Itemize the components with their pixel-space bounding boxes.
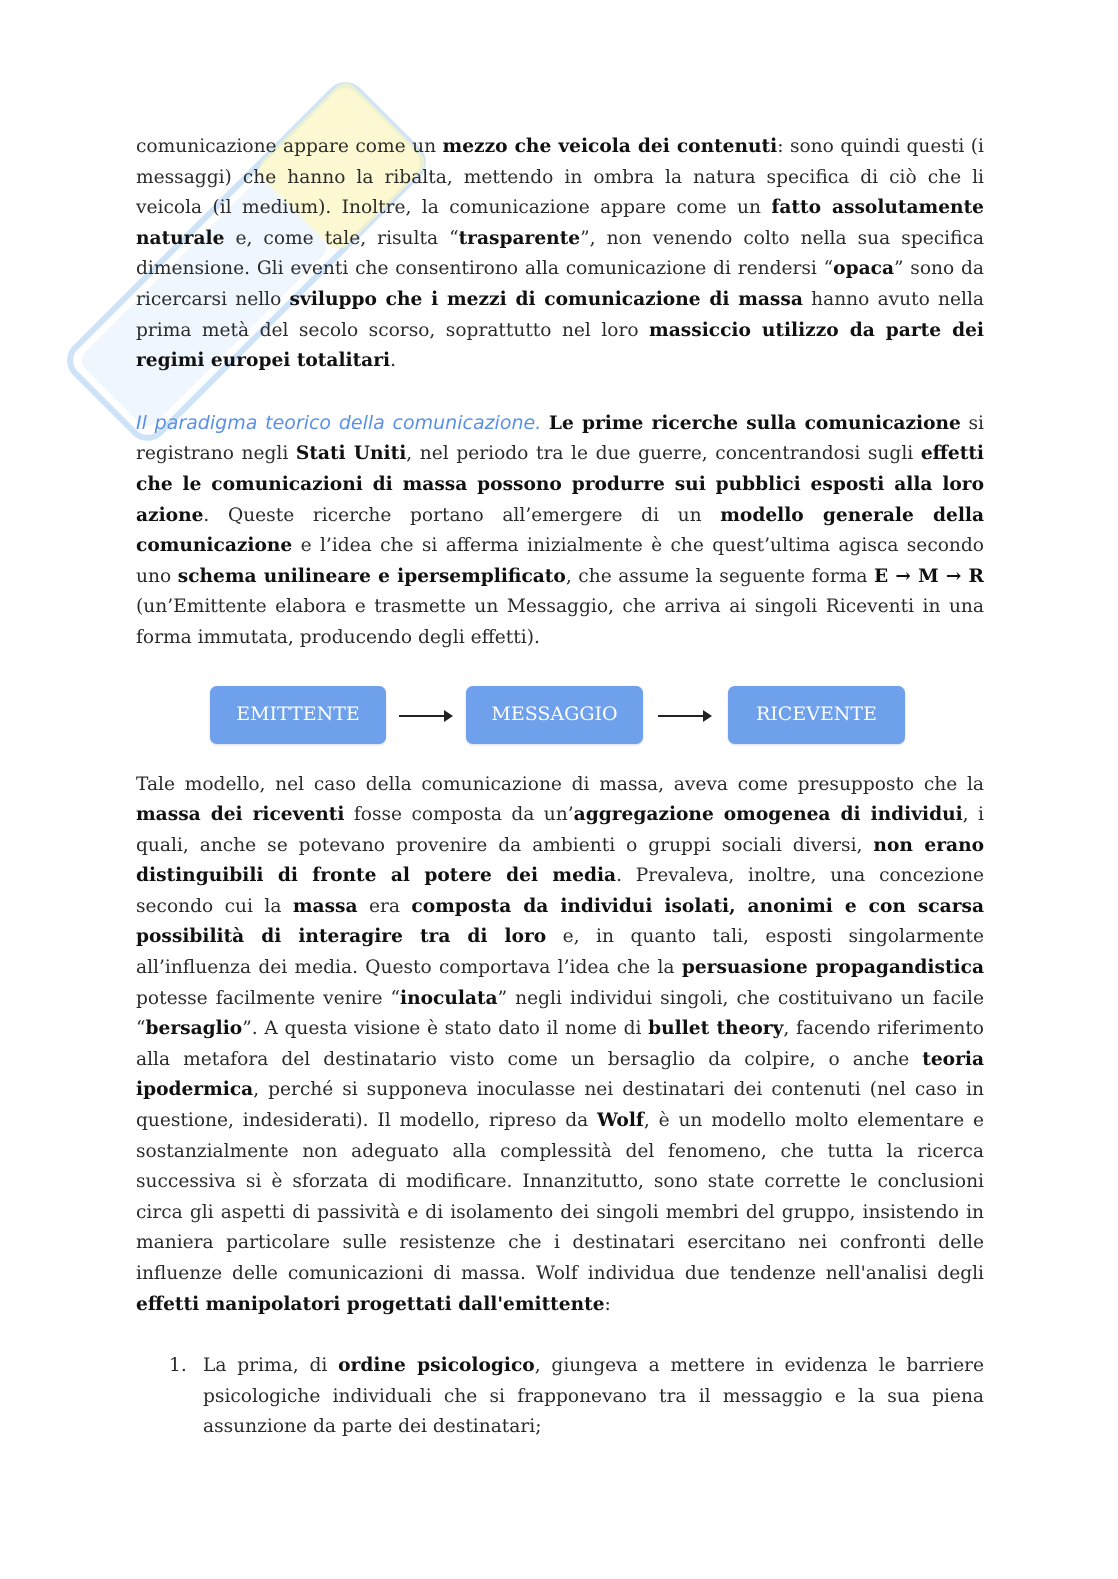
paragraph: comunicazione appare come un mezzo che veicola dei contenuti: sono quindi questi (i messaggi) che hanno la ribalta, mettendo in ombra la natura specifica di ciò che li veicola (il medium). Inoltre, la comunicazione appare come un fatto assolutamente naturale e, come tale, risulta “trasparente”, non venendo colto nella sua specifica dimensione. Gli eventi che consentirono alla comunicazione di rendersi “opaca” sono da ricercarsi nello sviluppo che i mezzi di comunicazione di massa hanno avuto nella prima metà del secolo scorso, soprattutto nel loro massiccio utilizzo da parte dei regimi europei totalitari. bbox=[136, 136, 984, 372]
numbered-list bbox=[136, 1351, 984, 1443]
arrow-right-icon bbox=[658, 715, 710, 717]
box-messaggio: MESSAGGIO bbox=[466, 686, 643, 744]
paragraph: Tale modello, nel caso della comunicazione di massa, aveva come presupposto che la massa dei riceventi fosse composta da un’aggregazione omogenea di individui, i quali, anche se potevano provenire da ambienti o gruppi sociali diversi, non erano distinguibili di fronte al potere dei media. Prevaleva, inoltre, una concezione secondo cui la massa era composta da individui isolati, anonimi e con scarsa possibilità di interagire tra di loro e, in quanto tali, esposti singolarmente all’influenza dei media. Questo comportava l’idea che la persuasione propagandistica potesse facilmente venire “inoculata” negli individui singoli, che costituivano un facile “bersaglio”. A questa visione è stato dato il nome di bullet theory, facendo riferimento alla metafora del destinatario visto come un bersaglio da colpire, o anche teoria ipodermica, perché si supponeva inoculasse nei destinatari dei contenuti (nel caso in questione, indesiderati). Il modello, ripreso da Wolf, è un modello molto elementare e sostanzialmente non adeguato alla complessità del fenomeno, che tutta la ricerca successiva si è sforzata di modificare. Innanzitutto, sono state corrette le conclusioni circa gli aspetti di passività e di isolamento dei singoli membri del gruppo, insistendo in maniera particolare sulle resistenze che i destinatari esercitano nei confronti delle influenze delle comunicazioni di massa. Wolf individua due tendenze nell'analisi degli effetti manipolatori progettati dall'emittente: bbox=[136, 773, 985, 1315]
box-emittente: EMITTENTE bbox=[210, 686, 386, 744]
document-body bbox=[136, 132, 984, 1443]
section-heading: Il paradigma teorico della comunicazione. bbox=[136, 411, 542, 434]
list-number: 1. bbox=[169, 1355, 187, 1377]
paragraph: Il paradigma teorico della comunicazione. Le prime ricerche sulla comunicazione si registrano negli Stati Uniti, nel periodo tra le due guerre, concentrandosi sugli effetti che le comunicazioni di massa possono produrre sui pubblici esposti alla loro azione. Queste ricerche portano all’emergere di un modello generale della comunicazione e l’idea che si afferma inizialmente è che quest’ultima agisca secondo uno schema unilineare e ipersemplificato, che assume la seguente forma E → M → R (un’Emittente elabora e trasmette un Messaggio, che arriva ai singoli Riceventi in una forma immutata, producendo degli effetti). bbox=[136, 411, 985, 648]
communication-model-diagram bbox=[136, 674, 984, 764]
list-item: 1. La prima, di ordine psicologico, giungeva a mettere in evidenza le barriere psicologiche individuali che si frapponevano tra il messaggio e la sua piena assunzione da parte dei destinatari; bbox=[136, 1351, 984, 1443]
arrow-right-icon bbox=[399, 715, 451, 717]
box-ricevente: RICEVENTE bbox=[728, 686, 905, 744]
